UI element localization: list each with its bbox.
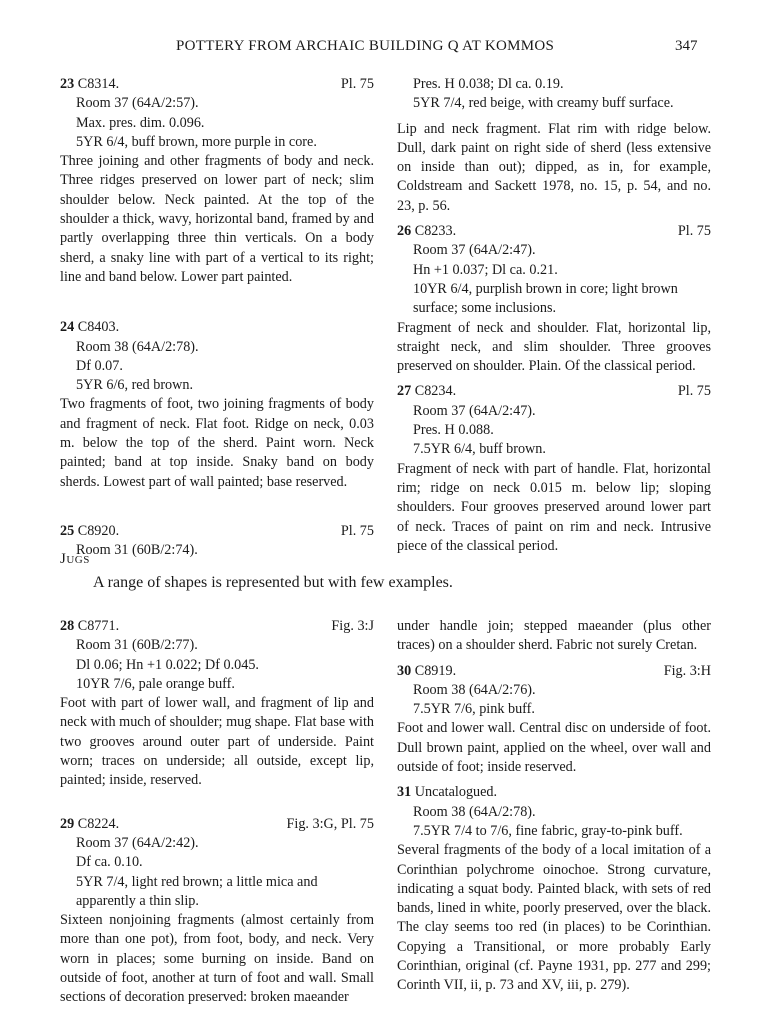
meta-line: Room 37 (64A/2:47).	[413, 242, 536, 259]
entry-meta	[60, 94, 374, 152]
catalog-entry-26	[397, 222, 711, 376]
entry-catalog-id: C8233.	[414, 223, 457, 240]
meta-line: 10YR 6/4, purplish brown in core; light brown surface; some inclusions.	[413, 280, 678, 317]
entry-catalog-id: C8224.	[77, 815, 120, 832]
entry-description: Foot with part of lower wall, and fragment of lip and neck with much of shoulder; mug shape. Flat base with two grooves around outer part of underside. Paint worn; traces on underside; all outside, except lip, painted; inside, reserved.	[60, 695, 374, 789]
meta-line: 7.5YR 7/6, pink buff.	[413, 701, 535, 718]
entry-number: 31	[397, 784, 412, 801]
entry-catalog-id: C8234.	[414, 383, 457, 400]
meta-line: 5YR 7/4, red beige, with creamy buff surface.	[413, 95, 674, 112]
entry-meta	[397, 241, 711, 318]
entry-catalog-id: Uncatalogued.	[414, 784, 498, 801]
meta-line: 5YR 6/6, red brown.	[76, 377, 194, 394]
meta-line: Room 38 (64A/2:76).	[413, 681, 536, 698]
entry-catalog-id: C8920.	[77, 522, 120, 539]
section-intro: A range of shapes is represented but with few examples.	[93, 574, 453, 591]
continued-description: under handle join; stepped maeander (plus other traces) on a shoulder sherd. Fabric not surely Cretan.	[397, 618, 711, 654]
meta-line: Df 0.07.	[76, 357, 123, 374]
entry-number: 26	[397, 223, 412, 240]
entry-heading	[397, 382, 711, 401]
meta-line: Max. pres. dim. 0.096.	[76, 114, 205, 131]
meta-line: Room 37 (64A/2:57).	[76, 95, 199, 112]
left-column-bottom	[60, 617, 374, 1008]
entry-reference: Fig. 3:J	[331, 618, 374, 634]
entry-catalog-id: C8919.	[414, 662, 457, 679]
entry-reference: Pl. 75	[677, 383, 711, 400]
entry-reference: Pl. 75	[340, 76, 374, 92]
meta-line: Df ca. 0.10.	[76, 854, 143, 871]
entry-meta	[397, 803, 711, 842]
entry-number: 28	[60, 618, 75, 634]
entry-meta	[397, 681, 711, 720]
catalog-entry-24	[60, 318, 374, 492]
entry-number: 24	[60, 319, 75, 336]
entry-meta	[60, 834, 374, 911]
continued-description: Lip and neck fragment. Flat rim with ridge below. Dull, dark paint on right side of sherd (less extensive on inside than out); dipped, as in, for example, Coldstream and Sackett 1978, no. 15, p. 54, and no. 23, p. 56.	[397, 120, 711, 214]
catalog-entry-31	[397, 783, 711, 995]
meta-line: 5YR 7/4, light red brown; a little mica and apparently a thin slip.	[76, 873, 318, 909]
entry-meta	[397, 402, 711, 460]
entry-heading	[60, 318, 374, 337]
entry-number: 25	[60, 522, 75, 539]
catalog-entry-30	[397, 662, 711, 778]
entry-number: 23	[60, 76, 75, 92]
entry-reference: Pl. 75	[677, 223, 711, 240]
meta-line: Pres. H 0.038; Dl ca. 0.19.	[413, 76, 564, 92]
left-column-top	[60, 75, 374, 561]
meta-line: Room 37 (64A/2:47).	[413, 402, 536, 419]
page-number: 347	[675, 38, 698, 54]
entry-description: Several fragments of the body of a local imitation of a Corinthian polychrome oinochoe. Strong curvature, indicating a squat body. Painted black, with sets of red bands, lined in white, poorly preserved, over the black. The clay seems too red (in places) to be Corinthian. Copying a Transitional, or more probably Early Corinthian, original (cf. Payne 1931, pp. 277 and 299; Corinth VII, ii, p. 73 and XV, iii, p. 279).	[397, 842, 711, 994]
entry-catalog-id: C8403.	[77, 319, 120, 336]
entry-description: Three joining and other fragments of body and neck. Three ridges preserved on lower part of neck; slim shoulder below. Neck painted. At the top of the shoulder a thick, wavy, horizontal band, framed by and partly overlapping three thin verticals. On a body sherd, a snaky line with part of a vertical to its right; line and band below. Lower part painted.	[60, 153, 374, 285]
meta-line: Room 31 (60B/2:74).	[76, 542, 198, 559]
entry-heading	[60, 75, 374, 94]
entry-heading	[60, 522, 374, 541]
entry-number: 29	[60, 815, 75, 832]
section-title: Jugs	[60, 551, 90, 567]
catalog-entry-27	[397, 382, 711, 556]
meta-line: Room 37 (64A/2:42).	[76, 834, 199, 851]
meta-line: 7.5YR 7/4 to 7/6, fine fabric, gray-to-pink buff.	[413, 822, 683, 839]
entry-reference: Fig. 3:G, Pl. 75	[286, 815, 374, 832]
meta-line: Room 38 (64A/2:78).	[413, 803, 536, 820]
entry-catalog-id: C8314.	[77, 76, 120, 92]
entry-number: 30	[397, 662, 412, 679]
meta-line: Room 38 (64A/2:78).	[76, 338, 199, 355]
entry-number: 27	[397, 383, 412, 400]
entry-heading	[397, 222, 711, 241]
meta-line: 5YR 6/4, buff brown, more purple in core.	[76, 133, 317, 150]
entry-description: Sixteen nonjoining fragments (almost certainly from more than one pot), from foot, body, and neck. Very worn in places; some burning on inside. Band on outside of foot, another at turn of foot and wall. Small sections of decoration preserved: broken maeander	[60, 912, 374, 1006]
meta-line: Dl 0.06; Hn +1 0.022; Df 0.045.	[76, 656, 259, 673]
entry-description: Foot and lower wall. Central disc on underside of foot. Dull brown paint, applied on the wheel, over wall and outside of foot; inside reserved.	[397, 720, 711, 776]
entry-meta	[60, 636, 374, 694]
right-column-top	[397, 75, 711, 556]
entry-heading	[60, 815, 374, 834]
entry-description: Fragment of neck and shoulder. Flat, horizontal lip, straight neck, and slim shoulder. Three grooves preserved on shoulder. Plain. Of the classical period.	[397, 319, 711, 375]
catalog-entry-23	[60, 75, 374, 287]
right-column-bottom	[397, 617, 711, 996]
entry-heading	[397, 783, 711, 802]
continued-meta	[397, 75, 711, 114]
meta-line: Room 31 (60B/2:77).	[76, 637, 198, 654]
entry-reference: Fig. 3:H	[663, 662, 711, 679]
meta-line: 10YR 7/6, pale orange buff.	[76, 675, 235, 692]
catalog-entry-28	[60, 617, 374, 791]
entry-heading	[60, 617, 374, 636]
catalog-entry-29	[60, 815, 374, 1008]
running-head	[0, 38, 762, 58]
entry-catalog-id: C8771.	[77, 618, 120, 634]
entry-description: Two fragments of foot, two joining fragments of body and fragment of neck. Flat foot. Ridge on neck, 0.03 m. below the top of the sherd. Paint worn. Neck painted; band at top inside. Snaky band on body sherds. Lowest part of wall painted; base reserved.	[60, 396, 374, 490]
entry-description: Fragment of neck with part of handle. Flat, horizontal rim; ridge on neck 0.015 m. below lip; sloping shoulders. Four grooves preserved around lower part of neck. Traces of paint on rim and neck. Intrusive piece of the classical period.	[397, 460, 711, 554]
entry-heading	[397, 662, 711, 681]
section-jugs	[60, 551, 700, 592]
meta-line: 7.5YR 6/4, buff brown.	[413, 441, 546, 458]
entry-meta	[60, 338, 374, 396]
running-title: POTTERY FROM ARCHAIC BUILDING Q AT KOMMOS	[176, 38, 555, 54]
entry-reference: Pl. 75	[340, 522, 374, 539]
meta-line: Pres. H 0.088.	[413, 422, 494, 439]
meta-line: Hn +1 0.037; Dl ca. 0.21.	[413, 261, 558, 278]
